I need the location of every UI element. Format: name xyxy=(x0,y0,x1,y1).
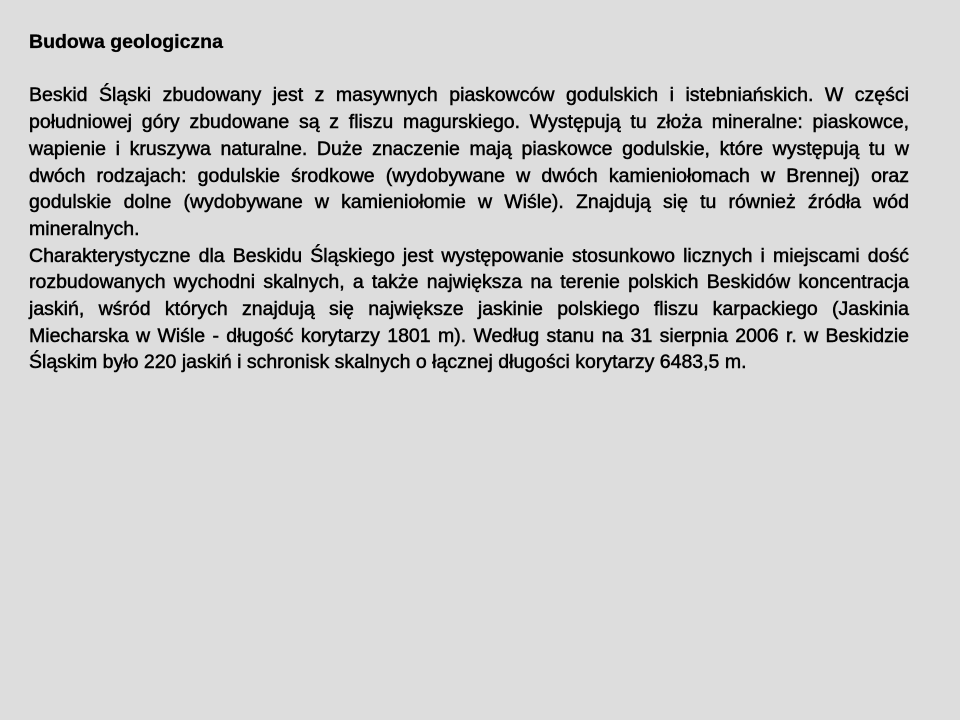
slide-title: Budowa geologiczna xyxy=(29,31,223,53)
title-spacer xyxy=(29,56,909,83)
paragraph-caves: Charakterystyczne dla Beskidu Śląskiego jest występowanie stosunkowo licznych i miejscami dość rozbudowanych wychodni skalnych, a także największa na terenie polskich Beskidów koncentracja jaskiń, wśród których znajdują się największe jaskinie polskiego fliszu karpackiego (Jaskinia Miecharska w Wiśle - długość korytarzy 1801 m). Według stanu na 31 sierpnia 2006 r. w Beskidzie Śląskim było 220 jaskiń i schronisk skalnych o łącznej długości korytarzy 6483,5 m. xyxy=(29,244,909,374)
paragraph-geology: Beskid Śląski zbudowany jest z masywnych piaskowców godulskich i istebniańskich. W części południowej góry zbudowane są z fliszu magurskiego. Występują tu złoża mineralne: piaskowce, wapienie i kruszywa naturalne. Duże znaczenie mają piaskowce godulskie, które występują tu w dwóch rodzajach: godulskie środkowe (wydobywane w dwóch kamieniołomach w Brennej) oraz godulskie dolne (wydobywane w kamieniołomie w Wiśle). Znajdują się tu również źródła wód mineralnych. xyxy=(29,84,909,240)
slide-content xyxy=(29,29,909,376)
